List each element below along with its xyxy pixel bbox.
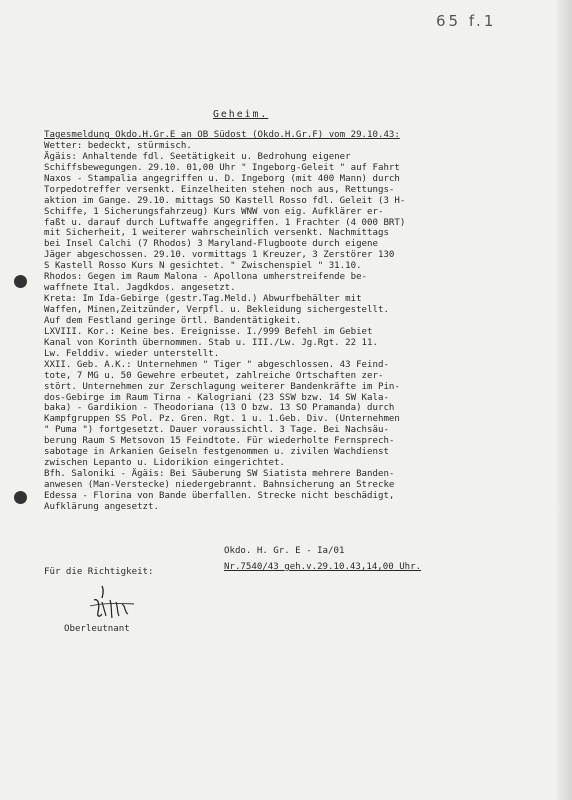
report-line: Edessa - Florina von Bande überfallen. Strecke nicht beschädigt, — [44, 490, 395, 501]
report-line: Aufklärung angesetzt. — [44, 501, 159, 512]
report-line: Wetter: bedeckt, stürmisch. — [44, 140, 192, 151]
report-line: Lw. Felddiv. wieder unterstellt. — [44, 348, 220, 359]
sender-reference: Nr.7540/43 geh.v.29.10.43,14,00 Uhr. — [224, 562, 422, 572]
report-line: Ägäis: Anhaltende fdl. Seetätigkeit u. Bedrohung eigener — [44, 151, 351, 162]
document-title: Geheim. — [213, 109, 269, 120]
report-line: bei Insel Calchi (7 Rhodos) 3 Maryland-Flugboote durch eigene — [44, 239, 378, 250]
report-line: Schiffe, 1 Sicherungsfahrzeug) Kurs WNW von eig. Aufklärer er- — [44, 206, 384, 217]
report-line: LXVIII. Kor.: Keine bes. Ereignisse. I./999 Befehl im Gebiet — [44, 326, 373, 337]
report-line: waffnete Ital. Jagdkdos. angesetzt. — [44, 283, 236, 294]
report-header: Tagesmeldung Okdo.H.Gr.E an OB Südost (Okdo.H.Gr.F) vom 29.10.43: — [44, 130, 400, 140]
report-line: Torpedotreffer versenkt. Einzelheiten stehen noch aus, Rettungs- — [44, 184, 395, 195]
report-line: Naxos - Stampalia angegriffen u. D. Ingeborg (mit 400 Mann) durch — [44, 173, 400, 184]
report-line: Waffen, Minen,Zeitzünder, Verpfl. u. Bekleidung sichergestellt. — [44, 305, 389, 315]
report-line: faßt u. darauf durch Luftwaffe angegriffen. 1 Frachter (4 000 BRT) — [44, 217, 406, 228]
report-line: Kreta: Im Ida-Gebirge (gestr.Tag.Meld.) Abwurfbehälter mit — [44, 294, 362, 305]
sender-office: Okdo. H. Gr. E - Ia/01 — [224, 546, 345, 556]
attestation-label: Für die Richtigkeit: — [44, 567, 154, 577]
report-line: " Puma ") fortgesetzt. Dauer voraussichtl. 3 Tage. Bei Nachsäu- — [44, 425, 389, 436]
report-line: Kampfgruppen SS Pol. Pz. Gren. Rgt. 1 u. 1.Geb. Div. (Unternehmen — [44, 414, 400, 425]
report-line: berung Raum S Metsovon 15 Feindtote. Für wiederholte Fernsprech- — [44, 436, 395, 447]
report-line: tote, 7 MG u. 50 Gewehre erbeutet, zahlreiche Ortschaften zer- — [44, 370, 384, 381]
report-line: baka) - Gardikion - Theodoriana (13 O bzw. 13 SO Pramanda) durch — [44, 403, 395, 414]
report-line: aktion im Gange. 29.10. mittags SO Kastell Rosso fdl. Geleit (3 H- — [44, 195, 406, 206]
report-line: Auf dem Festland geringe örtl. Bandentätigkeit. — [44, 315, 302, 326]
punch-hole-bottom — [14, 491, 27, 504]
report-line: zwischen Lepanto u. Lidorikion eingerichtet. — [44, 458, 285, 469]
report-line: Rhodos: Gegen im Raum Malona - Apollona umherstreifende be- — [44, 272, 368, 283]
report-line: mit Sicherheit, 1 weiterer wahrscheinlich versenkt. Nachmittags — [44, 228, 389, 239]
report-line: anwesen (Man-Verstecke) niedergebrannt. Bahnsicherung an Strecke — [44, 480, 395, 490]
report-line: Schiffsbewegungen. 29.10. 01,00 Uhr " Ingeborg-Geleit " auf Fahrt — [44, 162, 400, 173]
report-body — [44, 130, 549, 513]
report-line: Jäger abgeschossen. 29.10. vormittags 1 Kreuzer, 3 Zerstörer 130 — [44, 250, 395, 261]
signatory-rank: Oberleutnant — [64, 624, 130, 634]
punch-hole-top — [14, 275, 27, 288]
report-line: XXII. Geb. A.K.: Unternehmen " Tiger " abgeschlossen. 43 Feind- — [44, 359, 389, 370]
report-line: dos-Gebirge im Raum Tirna - Kalogriani (23 SSW bzw. 14 SW Kala- — [44, 392, 389, 403]
report-line: stört. Unternehmen zur Zerschlagung weiterer Bandenkräfte im Pin- — [44, 381, 400, 392]
report-line: sabotage in Arkanien Geiseln festgenommen u. zivilen Wachdienst — [44, 447, 389, 458]
report-line: Bfh. Saloniki - Ägäis: Bei Säuberung SW Siatista mehrere Banden- — [44, 469, 395, 480]
sender-block — [224, 543, 421, 575]
report-line: Kanal von Korinth übernommen. Stab u. III./Lw. Jg.Rgt. 22 11. — [44, 337, 378, 348]
report-line: S Kastell Rosso Kurs N gesichtet. " Zwischenspiel " 31.10. — [44, 261, 362, 272]
handwritten-signature — [72, 582, 162, 624]
archive-reference-mark: 65 f.1 — [436, 12, 497, 30]
